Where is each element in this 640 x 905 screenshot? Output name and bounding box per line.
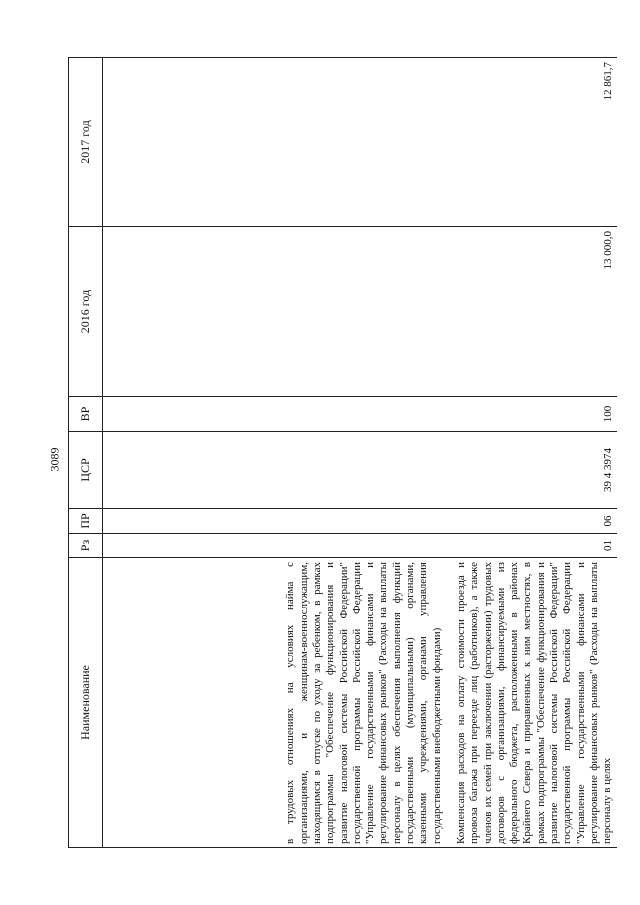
header-csr: ЦСР <box>69 432 103 509</box>
vr-cell <box>103 397 617 432</box>
rotated-budget-table <box>68 58 623 848</box>
row-description-continued: в трудовых отношениях на условиях найма с организациями, и женщинам-военнослужащим, находящимся в отпуске по уходу за ребенком, в рамках подпрограммы "Обеспечение функционирования и развитие налоговой системы Российской Федерации" государственной программы Российской Федерации "Управление государственными финансами и регулирование финансовых рынков" (Расходы на выплаты персоналу в целях обеспечения выполнения функций государственными (муниципальными) органами, казенными учреждениями, органами управления государственными внебюджетными фондами) <box>284 562 443 844</box>
header-name: Наименование <box>69 558 103 848</box>
header-2017: 2017 год <box>69 58 103 227</box>
amount-2016-cell <box>103 227 617 397</box>
page-number: 3089 <box>47 447 62 471</box>
amount-2016: 13 000,0 <box>601 231 614 270</box>
table-row <box>103 58 617 848</box>
csr-cell <box>103 432 617 509</box>
rz-cell <box>103 534 617 558</box>
header-vr: ВР <box>69 397 103 432</box>
header-2016: 2016 год <box>69 227 103 397</box>
header-pr: ПР <box>69 509 103 534</box>
amount-2017-cell <box>103 58 617 227</box>
header-row <box>69 58 103 848</box>
pr-cell <box>103 509 617 534</box>
row-description-compensation: Компенсация расходов на оплату стоимости проезда и провоза багажа при переезде лиц (работников), а также членов их семей при заключении (расторжении) трудовых договоров с организациями, финансируемыми из федерального бюджета, расположенными в районах Крайнего Севера и приравненных к ним местностях, в рамках подпрограммы "Обеспечение функционирования и развитие налоговой системы Российской Федерации" государственной программы Российской Федерации "Управление государственными финансами и регулирование финансовых рынков" (Расходы на выплаты персоналу в целях <box>454 562 614 844</box>
amount-2017: 12 861,7 <box>601 62 614 101</box>
pr-value: 06 <box>601 515 614 527</box>
rz-value: 01 <box>601 540 614 551</box>
budget-table <box>68 57 617 848</box>
header-rz: Рз <box>69 534 103 558</box>
name-cell <box>103 558 617 848</box>
vr-value: 100 <box>601 405 614 423</box>
csr-value: 39 4 3974 <box>601 448 614 492</box>
